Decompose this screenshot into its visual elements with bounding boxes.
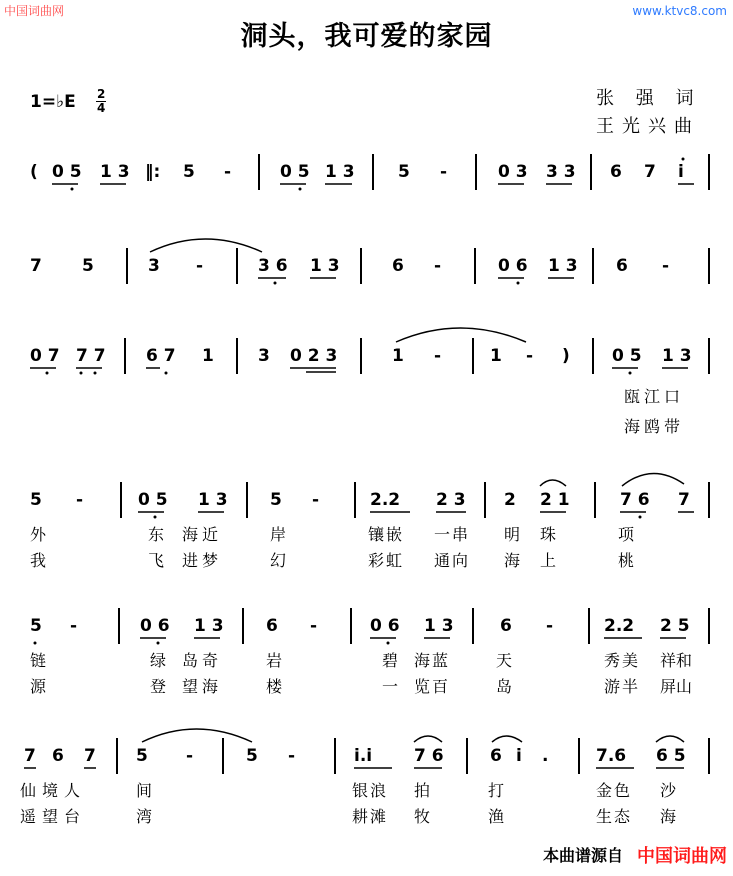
note: 5: [270, 490, 282, 510]
lyric: 游半: [604, 677, 641, 696]
meter-top: 2: [97, 87, 106, 101]
note: i.i: [354, 746, 373, 766]
lyric: 一串: [434, 525, 471, 544]
lyric: 海蓝: [414, 651, 451, 670]
lyric: 遥望台: [20, 807, 87, 826]
lyric: 打: [488, 781, 505, 800]
key-signature: 1=♭E: [30, 92, 76, 112]
lyric: 外: [30, 525, 47, 544]
lyric: 牧: [414, 807, 431, 826]
lyric: 生态: [596, 807, 633, 826]
note: 5: [30, 616, 42, 636]
staff-row-1: [0, 150, 733, 250]
note: -: [224, 162, 232, 182]
note: 2 1: [540, 490, 570, 510]
lyric: 渔: [488, 807, 505, 826]
staff-row-6: [0, 730, 733, 830]
note: 1 3: [194, 616, 224, 636]
watermark-left: 中国词曲网: [4, 4, 65, 18]
note: 6: [266, 616, 278, 636]
lyric: 明: [504, 525, 521, 544]
repeat-start: ‖:: [145, 162, 161, 182]
note: -: [434, 256, 442, 276]
note: 5: [246, 746, 258, 766]
note: -: [186, 746, 194, 766]
lyric: 金色: [596, 781, 633, 800]
note: 7: [84, 746, 96, 766]
note: 3 3: [546, 162, 576, 182]
staff-row-2: [0, 240, 733, 340]
note: 0 6: [370, 616, 400, 636]
note: 2.2: [370, 490, 401, 510]
note: 6 7: [146, 346, 176, 366]
note: 1 3: [548, 256, 578, 276]
lyric: 海: [504, 551, 521, 570]
lyric: 彩虹: [368, 551, 405, 570]
note: (: [30, 162, 38, 182]
lyric: 览百: [414, 677, 451, 696]
note: 0 6: [140, 616, 170, 636]
note: 1: [202, 346, 214, 366]
note: 7: [30, 256, 42, 276]
note: 0 5: [52, 162, 82, 182]
note: 1 3: [325, 162, 355, 182]
footer-source-text: 本曲谱源自: [542, 846, 623, 865]
note: 2 5: [660, 616, 690, 636]
lyric: 望海: [182, 677, 223, 696]
staff-row-3: [0, 330, 733, 436]
note: i: [678, 162, 684, 182]
note: ): [562, 346, 570, 366]
lyric-verse-1: 瓯江口: [624, 387, 685, 406]
note: 6: [616, 256, 628, 276]
meter-bottom: 4: [97, 101, 106, 115]
note: -: [662, 256, 670, 276]
time-signature: [96, 88, 106, 115]
lyric: 岩: [266, 651, 283, 670]
note: 1 3: [198, 490, 228, 510]
note: 2 3: [436, 490, 466, 510]
note: -: [312, 490, 320, 510]
underline-marks: [0, 150, 733, 210]
lyric: 桃: [618, 551, 635, 570]
lyric: 源: [30, 677, 47, 696]
note: 3: [148, 256, 160, 276]
note: 5: [183, 162, 195, 182]
lyric: 仙境人: [20, 781, 87, 800]
footer-site-link[interactable]: 中国词曲网: [637, 846, 727, 867]
note: i: [516, 746, 522, 766]
note: 1 3: [662, 346, 692, 366]
lyric: 祥和: [660, 651, 693, 670]
note: 1: [490, 346, 502, 366]
note: 6: [610, 162, 622, 182]
composer-credit: 王光兴曲: [596, 116, 700, 137]
lyric: 岛奇: [182, 651, 223, 670]
note: 6: [500, 616, 512, 636]
lyric: 楼: [266, 677, 283, 696]
note: 2: [504, 490, 516, 510]
lyric: 间: [136, 781, 153, 800]
lyric: 幻: [270, 551, 287, 570]
note: -: [546, 616, 554, 636]
staff-row-4: [0, 474, 733, 574]
lyric: 拍: [414, 781, 431, 800]
note: 6: [490, 746, 502, 766]
lyric: 项: [618, 525, 635, 544]
lyric: 屏山: [660, 677, 693, 696]
slur-and-underlines: [0, 330, 733, 390]
lyric: 珠: [540, 525, 557, 544]
note: 7: [644, 162, 656, 182]
note: 0 7: [30, 346, 60, 366]
note: 7 6: [414, 746, 444, 766]
note: 0 5: [280, 162, 310, 182]
lyric: 链: [30, 651, 47, 670]
note: 0 6: [498, 256, 528, 276]
watermark-right: www.ktvc8.com: [632, 4, 727, 18]
note: 1 3: [310, 256, 340, 276]
lyric: 银浪: [352, 781, 389, 800]
lyric: 登: [150, 677, 167, 696]
lyric: 通向: [434, 551, 471, 570]
note: 7 6: [620, 490, 650, 510]
note: 5: [82, 256, 94, 276]
note: -: [288, 746, 296, 766]
lyric: 我: [30, 551, 47, 570]
staff-row-5: [0, 600, 733, 700]
note: 3 6: [258, 256, 288, 276]
lyric: 岛: [496, 677, 513, 696]
lyric: 天: [496, 651, 513, 670]
lyric: 耕滩: [352, 807, 389, 826]
note: -: [526, 346, 534, 366]
lyricist-credit: 张 强 词: [596, 88, 702, 109]
song-title: 洞头，我可爱的家园: [240, 21, 493, 52]
note: 7: [678, 490, 690, 510]
note: 1 3: [100, 162, 130, 182]
note: 0 5: [612, 346, 642, 366]
lyric: 飞: [148, 551, 165, 570]
lyric: 沙: [660, 781, 677, 800]
lyric: 岸: [270, 525, 287, 544]
note: 5: [136, 746, 148, 766]
lyric: 东: [148, 525, 165, 544]
note: -: [310, 616, 318, 636]
note: 7.6: [596, 746, 627, 766]
note: 5: [30, 490, 42, 510]
note: -: [196, 256, 204, 276]
lyric: 一: [382, 677, 399, 696]
note: -: [434, 346, 442, 366]
note: 0 2 3: [290, 346, 338, 366]
note: 6: [52, 746, 64, 766]
lyric: 碧: [382, 651, 399, 670]
lyric: 进梦: [182, 551, 223, 570]
note: 5: [398, 162, 410, 182]
lyric: 海近: [182, 525, 223, 544]
lyric: 镶嵌: [368, 525, 405, 544]
slur-and-underlines: [0, 240, 733, 300]
lyric-verse-2: 海鸥带: [624, 417, 685, 436]
note: 3: [258, 346, 270, 366]
lyric: 海: [660, 807, 677, 826]
note: -: [440, 162, 448, 182]
note: 6 5: [656, 746, 686, 766]
note: 0 3: [498, 162, 528, 182]
note: 7 7: [76, 346, 106, 366]
lyric: 秀美: [604, 651, 641, 670]
note: -: [76, 490, 84, 510]
note: 7: [24, 746, 36, 766]
note: -: [70, 616, 78, 636]
note: .: [542, 746, 549, 766]
note: 6: [392, 256, 404, 276]
lyric: 绿: [150, 651, 167, 670]
note: 0 5: [138, 490, 168, 510]
note: 2.2: [604, 616, 635, 636]
note: 1: [392, 346, 404, 366]
lyric: 湾: [136, 807, 153, 826]
note: 1 3: [424, 616, 454, 636]
lyric: 上: [540, 551, 557, 570]
